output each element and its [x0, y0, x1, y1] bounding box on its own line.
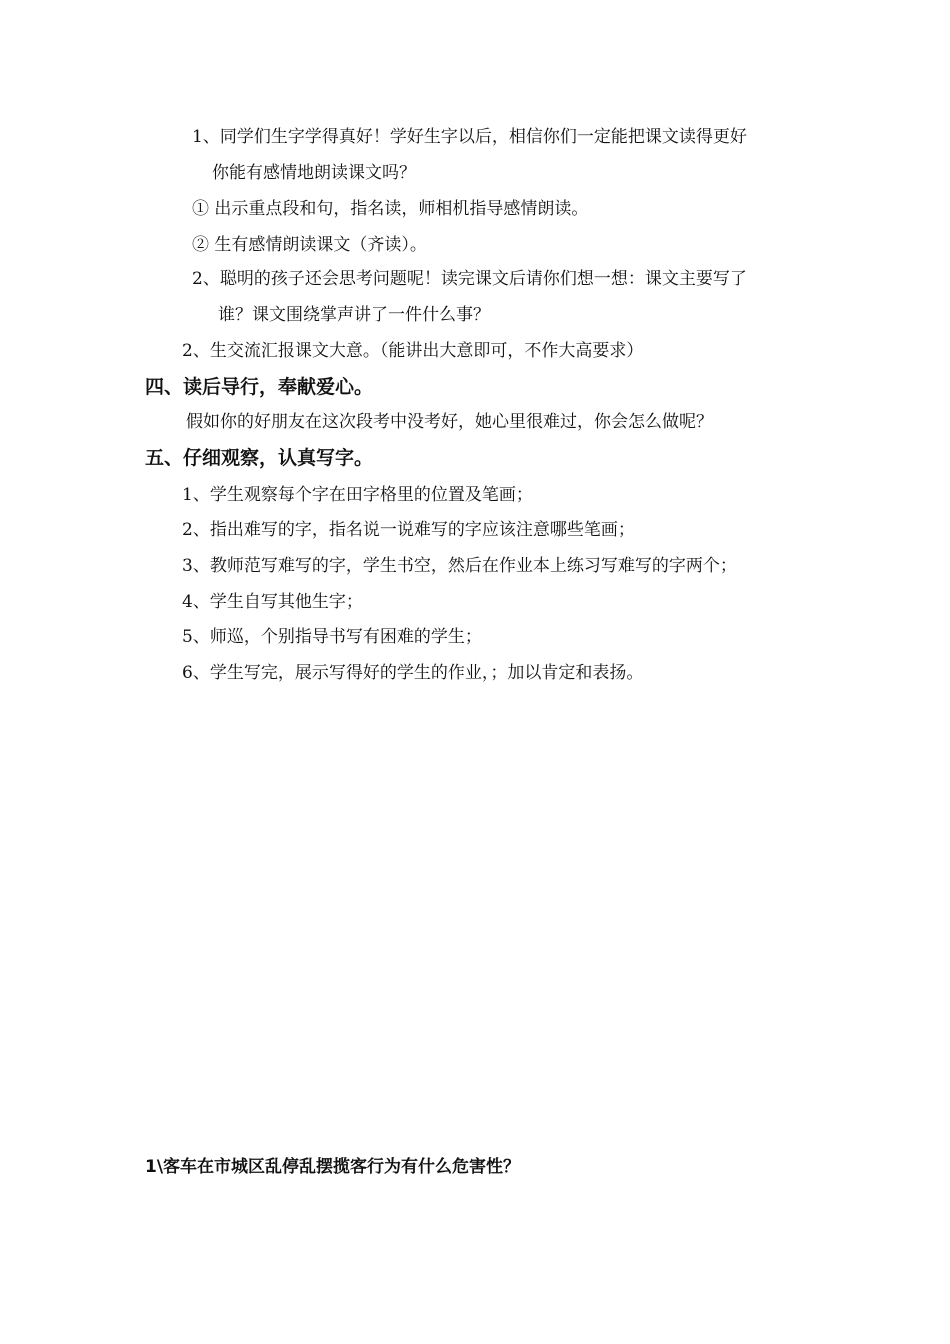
- paragraph-line: ② 生有感情朗读课文（齐读）。: [192, 235, 427, 255]
- paragraph-line: 假如你的好朋友在这次段考中没考好，她心里很难过，你会怎么做呢？: [186, 412, 713, 432]
- paragraph-line: 你能有感情地朗读课文吗？: [212, 163, 416, 183]
- section-heading: 五、仔细观察，认真写字。: [145, 447, 374, 469]
- list-item: 4、学生自写其他生字；: [182, 592, 363, 612]
- paragraph-line: 2、聪明的孩子还会思考问题呢！读完课文后请你们想一想：课文主要写了: [192, 269, 747, 289]
- list-item: 3、教师范写难写的字，学生书空，然后在作业本上练习写难写的字两个；: [182, 556, 737, 576]
- list-item: 5、师巡，个别指导书写有困难的学生；: [182, 627, 482, 647]
- paragraph-line: 谁？课文围绕掌声讲了一件什么事？: [218, 305, 490, 325]
- section-heading: 四、读后导行，奉献爱心。: [145, 376, 374, 398]
- list-item: 1、学生观察每个字在田字格里的位置及笔画；: [182, 485, 533, 505]
- paragraph-line: 1、同学们生字学得真好！学好生字以后，相信你们一定能把课文读得更好: [192, 127, 747, 147]
- list-item: 2、指出难写的字，指名说一说难写的字应该注意哪些笔画；: [182, 520, 635, 540]
- list-item: 6、学生写完，展示写得好的学生的作业，；加以肯定和表扬。: [182, 663, 644, 683]
- paragraph-line: ① 出示重点段和句，指名读，师相机指导感情朗读。: [192, 199, 589, 219]
- question-text: 1\客车在市城区乱停乱摆揽客行为有什么危害性？: [145, 1157, 521, 1177]
- paragraph-line: 2、生交流汇报课文大意。（能讲出大意即可，不作大高要求）: [182, 341, 644, 361]
